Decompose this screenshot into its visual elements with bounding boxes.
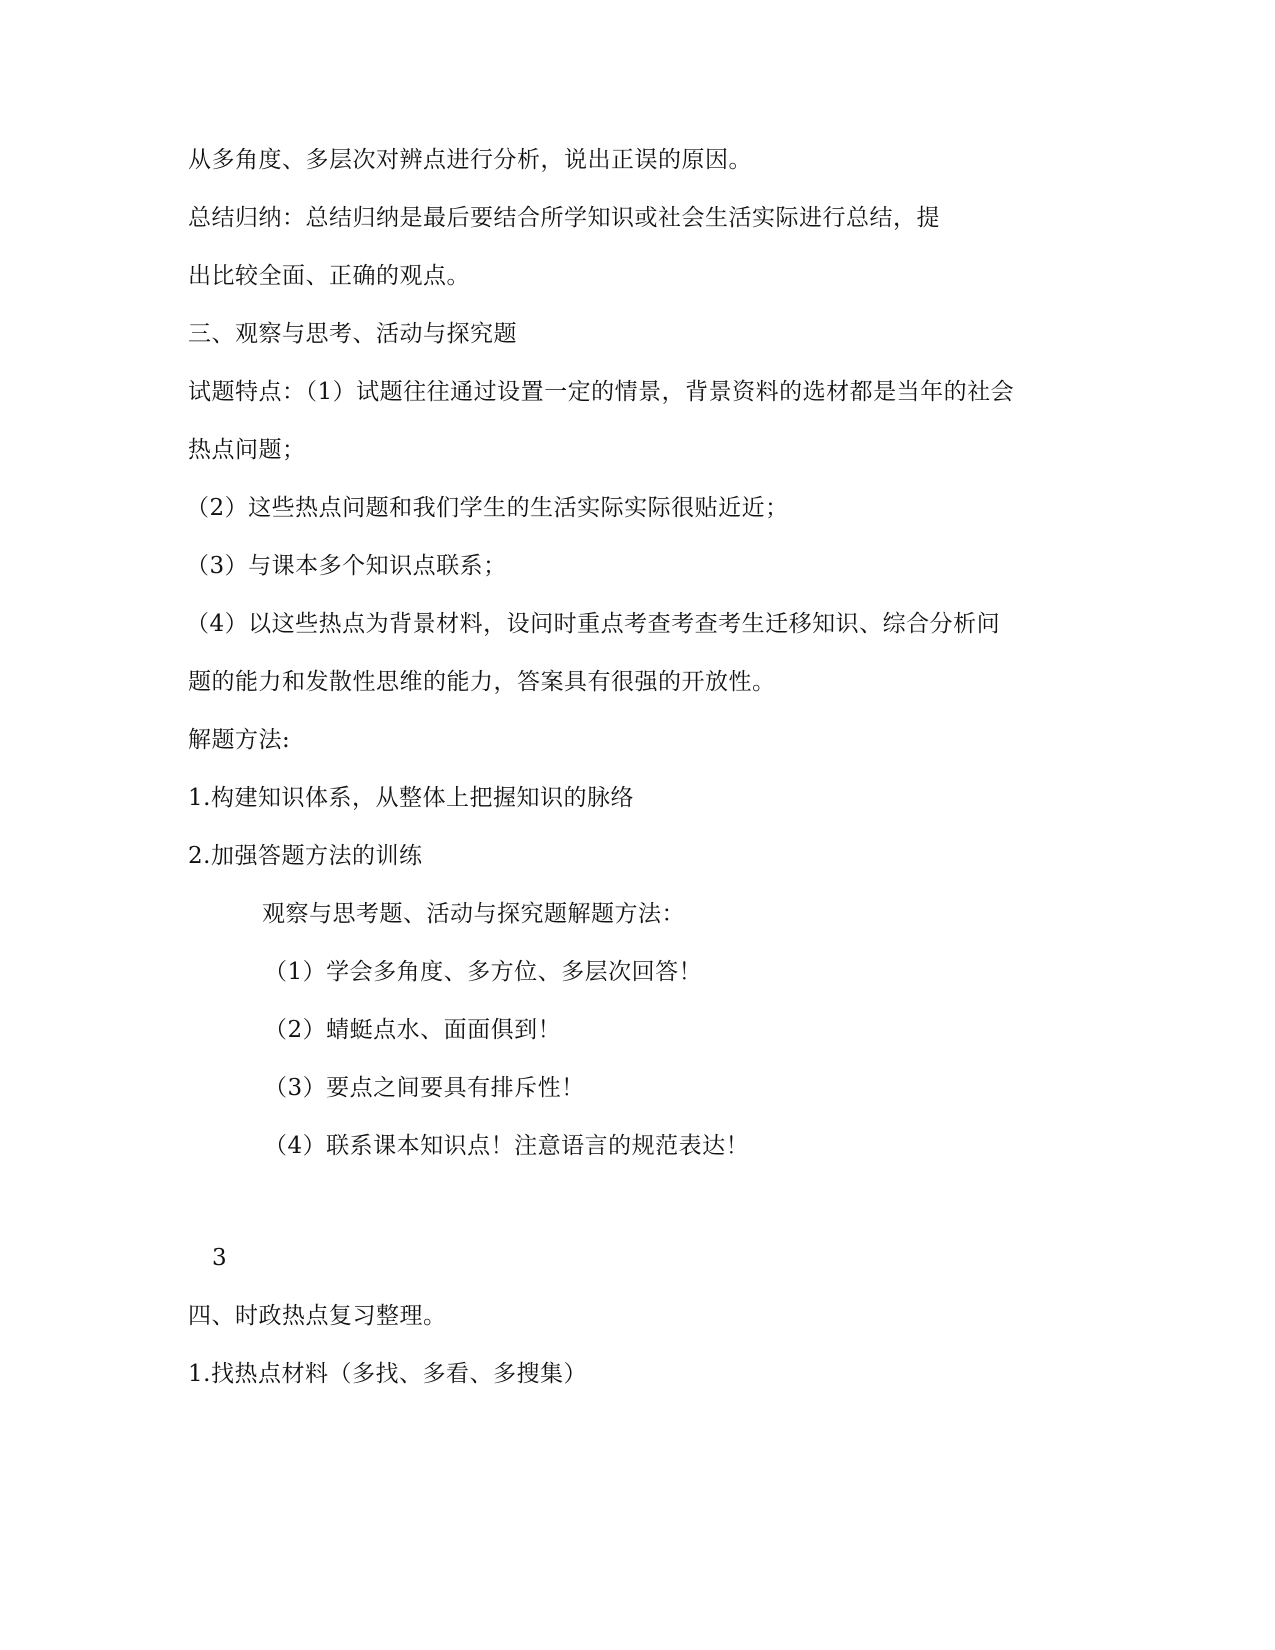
paragraph-line: 出比较全面、正确的观点。: [188, 263, 470, 289]
paragraph-line: 总结归纳：总结归纳是最后要结合所学知识或社会生活实际进行总结，提: [188, 205, 940, 231]
paragraph-line: 题的能力和发散性思维的能力，答案具有很强的开放性。: [188, 669, 776, 695]
list-item: （1）学会多角度、多方位、多层次回答！: [264, 959, 703, 985]
list-item: 2.加强答题方法的训练: [188, 843, 423, 869]
list-item: 1.构建知识体系，从整体上把握知识的脉络: [188, 785, 634, 811]
paragraph-line: 热点问题；: [188, 437, 306, 463]
page-number: 3: [212, 1245, 228, 1271]
paragraph-line: 从多角度、多层次对辨点进行分析，说出正误的原因。: [188, 147, 752, 173]
list-item: （3）要点之间要具有排斥性！: [264, 1075, 585, 1101]
section-heading: 四、时政热点复习整理。: [188, 1303, 447, 1329]
section-heading: 三、观察与思考、活动与探究题: [188, 321, 517, 347]
sub-heading: 观察与思考题、活动与探究题解题方法：: [262, 901, 685, 927]
paragraph-line: 试题特点：（1）试题往往通过设置一定的情景，背景资料的选材都是当年的社会: [188, 379, 1015, 405]
list-item: （3）与课本多个知识点联系；: [186, 553, 507, 579]
paragraph-line: 解题方法:: [188, 727, 291, 753]
list-item: （4）以这些热点为背景材料，设问时重点考查考查考生迁移知识、综合分析问: [186, 611, 1001, 637]
list-item: （4）联系课本知识点！注意语言的规范表达！: [264, 1133, 750, 1159]
list-item: （2）这些热点问题和我们学生的生活实际实际很贴近近；: [186, 495, 789, 521]
list-item: （2）蜻蜓点水、面面俱到！: [264, 1017, 562, 1043]
list-item: 1.找热点材料（多找、多看、多搜集）: [188, 1361, 587, 1387]
